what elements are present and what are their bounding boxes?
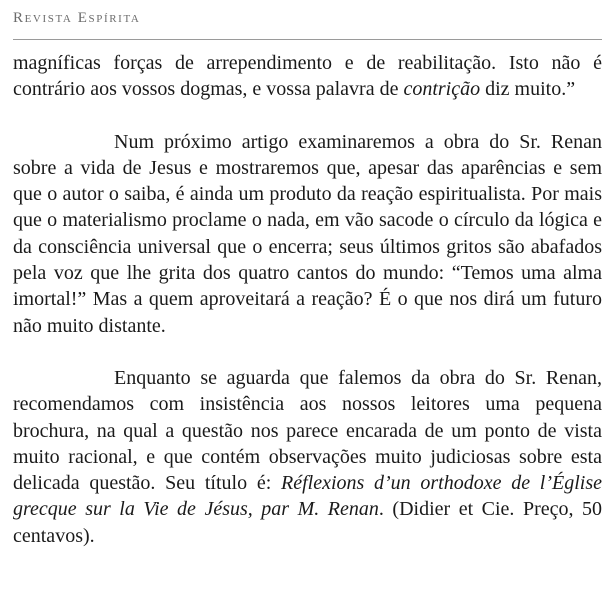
book-title: Réflexions d’un orthodoxe de l’Église grecque sur la Vie de Jésus, par M. Renan — [13, 472, 603, 521]
body-text — [13, 50, 602, 549]
paragraph-1-italic: contrição — [403, 78, 481, 101]
paragraph-2 — [13, 129, 602, 339]
paragraph-1-text: magníficas forças de arrependimento e de reabilitação. Isto não é contrário aos vossos dogmas, e vossa palavra de — [13, 52, 602, 101]
paragraph-3-text: Enquanto se aguarda que falemos da obra do Sr. Renan, recomendamos com insistência aos nossos leitores uma pequena brochura, na qual a questão nos parece encarada de um ponto de vista muito racional, e que contém observações muito judiciosas sobre esta delicada questão. Seu título é: — [13, 366, 602, 495]
paragraph-1 — [13, 50, 602, 103]
paragraph-3-end: . (Didier et Cie. Preço, 50 centavos). — [13, 498, 603, 547]
paragraph-3 — [13, 365, 602, 549]
paragraph-2-text: Num próximo artigo examinaremos a obra do Sr. Renan sobre a vida de Jesus e mostraremos que, apesar das aparências e sem que o autor o saiba, é ainda um produto da reação espiritualista. Por mais que o materialismo proclame o nada, em vão sacode o círculo da lógica e da consciência universal que o encerra; seus últimos gritos são abafados pela voz que lhe grita dos quatro cantos do mundo: “Temos uma alma imortal!” Mas a quem aproveitará a reação? É o que nos dirá um futuro não muito distante. — [13, 130, 602, 337]
header-divider — [13, 39, 602, 40]
running-header: Revista Espírita — [13, 10, 141, 26]
paragraph-1-end: diz muito.” — [480, 78, 576, 101]
